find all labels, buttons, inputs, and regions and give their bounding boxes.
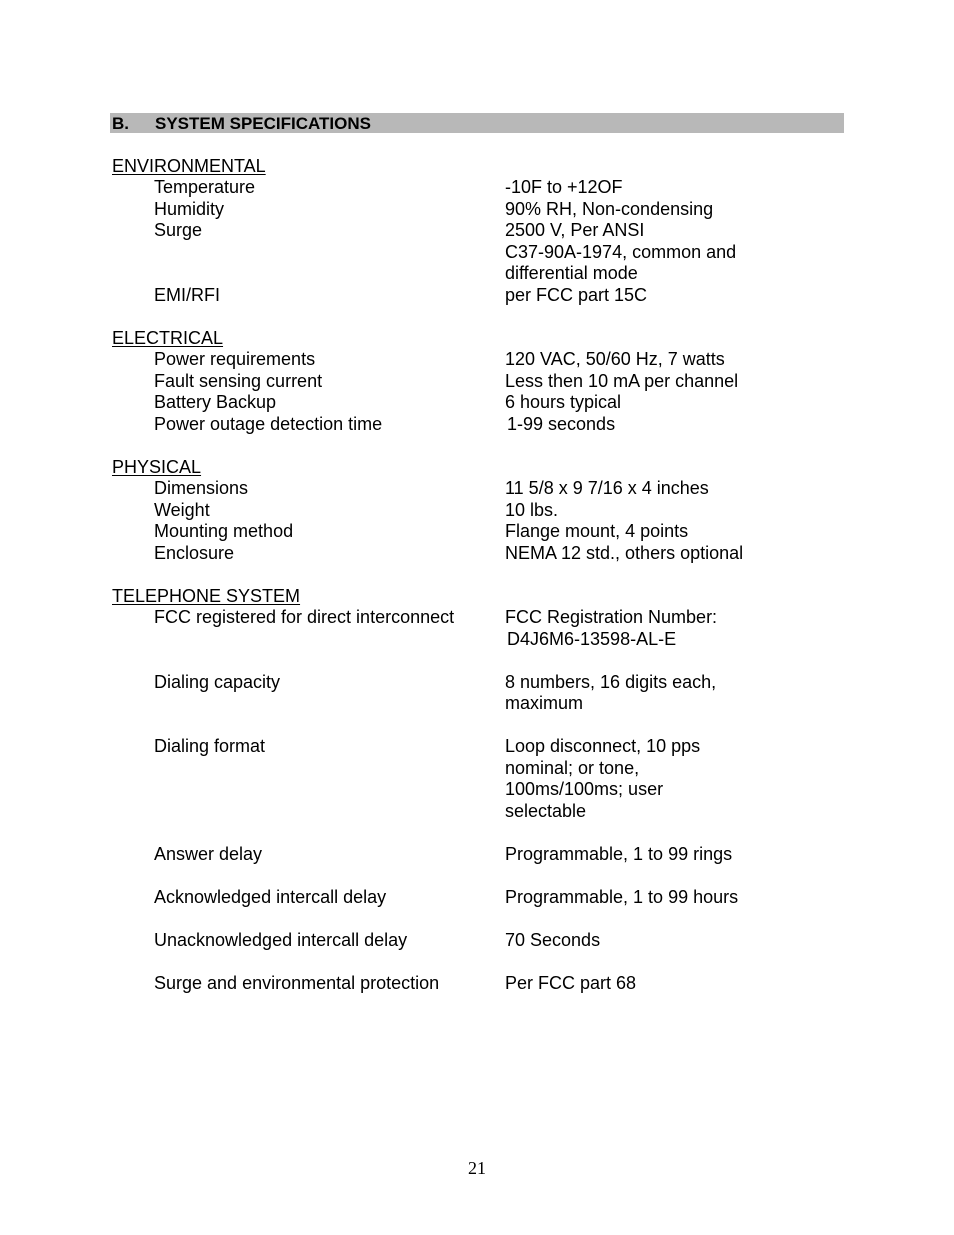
spec-value-power-requirements: 120 VAC, 50/60 Hz, 7 watts [505, 349, 725, 369]
spec-label-dimensions: Dimensions [154, 478, 249, 498]
telephone-system-heading: TELEPHONE SYSTEM [112, 586, 301, 606]
spec-value-surge-line1: 2500 V, Per ANSI [505, 220, 645, 240]
spec-label-enclosure: Enclosure [154, 543, 235, 563]
spec-value-unacknowledged-intercall-delay: 70 Seconds [505, 930, 601, 950]
spec-value-dialing-format-line4: selectable [505, 801, 587, 821]
spec-value-dialing-format-line3: 100ms/100ms; user [505, 779, 664, 799]
spec-value-dialing-format-line2: nominal; or tone, [505, 758, 640, 778]
page-number: 21 [468, 1158, 486, 1178]
section-header-bar [110, 113, 844, 133]
spec-value-power-outage-detection: 1-99 seconds [507, 414, 616, 434]
spec-value-emi-rfi: per FCC part 15C [505, 285, 648, 305]
spec-value-answer-delay: Programmable, 1 to 99 rings [505, 844, 733, 864]
spec-value-weight: 10 lbs. [505, 500, 559, 520]
spec-value-fault-sensing-current: Less then 10 mA per channel [505, 371, 739, 391]
spec-label-emi-rfi: EMI/RFI [154, 285, 220, 305]
spec-label-dialing-format: Dialing format [154, 736, 266, 756]
spec-label-answer-delay: Answer delay [154, 844, 263, 864]
spec-value-humidity: 90% RH, Non-condensing [505, 199, 714, 219]
spec-label-surge: Surge [154, 220, 203, 240]
physical-heading: PHYSICAL [112, 457, 202, 477]
spec-value-enclosure: NEMA 12 std., others optional [505, 543, 744, 563]
spec-label-unacknowledged-intercall-delay: Unacknowledged intercall delay [154, 930, 408, 950]
spec-value-surge-line3: differential mode [505, 263, 638, 283]
electrical-heading: ELECTRICAL [112, 328, 224, 348]
spec-label-surge-environmental-protection: Surge and environmental protection [154, 973, 440, 993]
spec-value-mounting-method: Flange mount, 4 points [505, 521, 689, 541]
spec-label-fcc-registered: FCC registered for direct interconnect [154, 607, 455, 627]
spec-value-acknowledged-intercall-delay: Programmable, 1 to 99 hours [505, 887, 739, 907]
spec-label-fault-sensing-current: Fault sensing current [154, 371, 323, 391]
section-title: SYSTEM SPECIFICATIONS [155, 114, 371, 133]
spec-value-temperature: -10F to +12OF [505, 177, 623, 197]
spec-label-weight: Weight [154, 500, 210, 520]
spec-value-surge-environmental-protection: Per FCC part 68 [505, 973, 637, 993]
spec-label-acknowledged-intercall-delay: Acknowledged intercall delay [154, 887, 387, 907]
spec-label-temperature: Temperature [154, 177, 256, 197]
spec-label-power-outage-detection: Power outage detection time [154, 414, 383, 434]
spec-value-surge-line2: C37-90A-1974, common and [505, 242, 737, 262]
environmental-heading: ENVIRONMENTAL [112, 156, 266, 176]
spec-label-power-requirements: Power requirements [154, 349, 316, 369]
spec-label-dialing-capacity: Dialing capacity [154, 672, 281, 692]
spec-label-mounting-method: Mounting method [154, 521, 294, 541]
spec-value-dialing-capacity-line2: maximum [505, 693, 584, 713]
spec-label-battery-backup: Battery Backup [154, 392, 277, 412]
spec-label-humidity: Humidity [154, 199, 225, 219]
spec-value-fcc-registration-line1: FCC Registration Number: [505, 607, 718, 627]
spec-value-dialing-capacity-line1: 8 numbers, 16 digits each, [505, 672, 717, 692]
section-letter: B. [112, 114, 129, 133]
spec-value-dialing-format-line1: Loop disconnect, 10 pps [505, 736, 701, 756]
spec-value-dimensions: 11 5/8 x 9 7/16 x 4 inches [505, 478, 709, 498]
spec-value-fcc-registration-line2: D4J6M6-13598-AL-E [507, 629, 677, 649]
spec-value-battery-backup: 6 hours typical [505, 392, 622, 412]
